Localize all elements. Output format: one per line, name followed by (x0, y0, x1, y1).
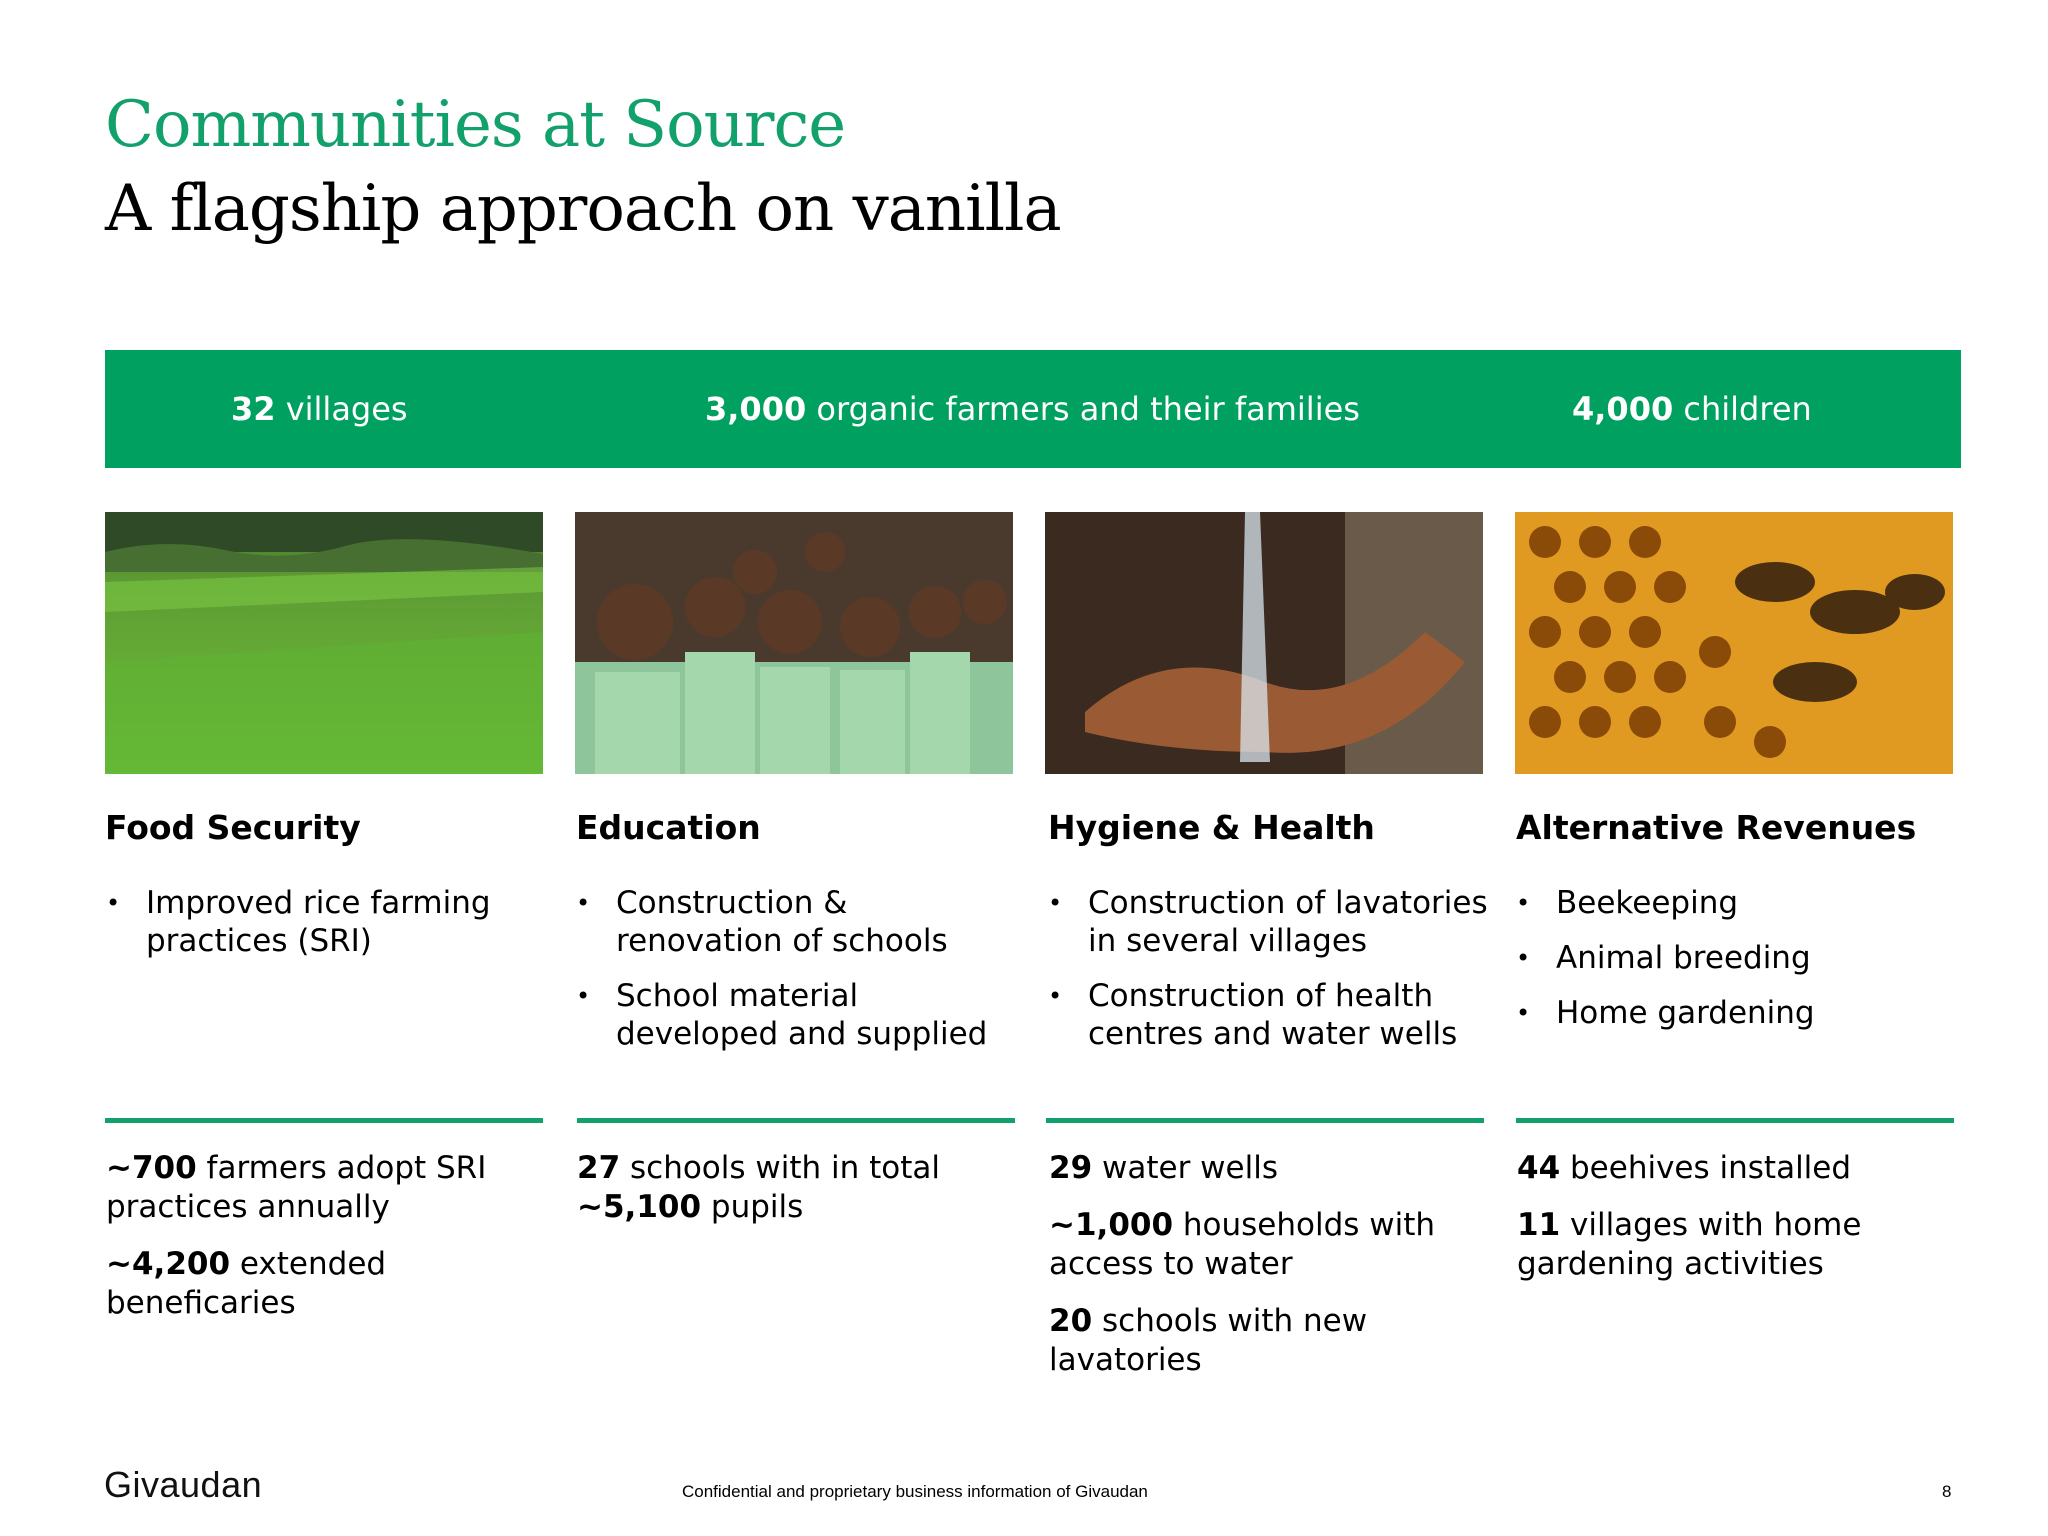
bullets-education (576, 884, 1016, 1070)
bullets-food-security (106, 884, 546, 977)
list-item: • Improved rice farming practices (SRI) (106, 885, 491, 959)
metric: 27 schools with in total ~5,100 pupils (577, 1150, 941, 1225)
rice-field-photo (105, 512, 543, 774)
slide-subtitle: A flagship approach on vanilla (105, 172, 1061, 246)
schoolchildren-photo (575, 512, 1013, 774)
divider-alternative-revenues (1516, 1118, 1954, 1123)
metrics-food-security (106, 1149, 546, 1341)
metrics-alternative-revenues (1517, 1149, 1957, 1302)
metric: ~4,200 extended beneficaries (106, 1246, 387, 1321)
heading-food-security: Food Security (105, 808, 361, 847)
heading-education: Education (576, 808, 761, 847)
list-item: • Home gardening (1516, 995, 1815, 1031)
metric: ~1,000 households with access to water (1049, 1207, 1436, 1282)
list-item: • Animal breeding (1516, 940, 1811, 976)
metric: 20 schools with new lavatories (1049, 1303, 1368, 1378)
list-item: • School material developed and supplied (576, 978, 988, 1052)
metrics-hygiene-health (1049, 1149, 1489, 1398)
metric: ~700 farmers adopt SRI practices annually (106, 1150, 487, 1225)
honeycomb-bees-photo (1515, 512, 1953, 774)
stat-farmers: 3,000 organic farmers and their families (705, 390, 1360, 428)
stat-villages: 32 villages (231, 390, 408, 428)
list-item: • Construction of health centres and water wells (1048, 978, 1458, 1052)
givaudan-logo: Givaudan (104, 1464, 263, 1505)
metrics-education (577, 1149, 1017, 1245)
handwashing-photo (1045, 512, 1483, 774)
bullets-hygiene-health (1048, 884, 1488, 1070)
list-item: • Construction of lavatories in several villages (1048, 885, 1488, 959)
divider-food-security (105, 1118, 543, 1123)
list-item: • Construction & renovation of schools (576, 885, 948, 959)
list-item: • Beekeeping (1516, 885, 1739, 921)
divider-hygiene-health (1046, 1118, 1484, 1123)
bullets-alternative-revenues (1516, 884, 1956, 1049)
stats-banner (105, 350, 1961, 468)
heading-hygiene-health: Hygiene & Health (1048, 808, 1375, 847)
stat-children: 4,000 children (1572, 390, 1812, 428)
metric: 29 water wells (1049, 1150, 1278, 1186)
slide-title: Communities at Source (105, 88, 846, 162)
metric: 11 villages with home gardening activities (1517, 1207, 1862, 1282)
heading-alternative-revenues: Alternative Revenues (1516, 808, 1917, 847)
divider-education (577, 1118, 1015, 1123)
metric: 44 beehives installed (1517, 1150, 1852, 1186)
confidential-notice: Confidential and proprietary business information of Givaudan (682, 1482, 1148, 1501)
page-number: 8 (1942, 1482, 1952, 1501)
